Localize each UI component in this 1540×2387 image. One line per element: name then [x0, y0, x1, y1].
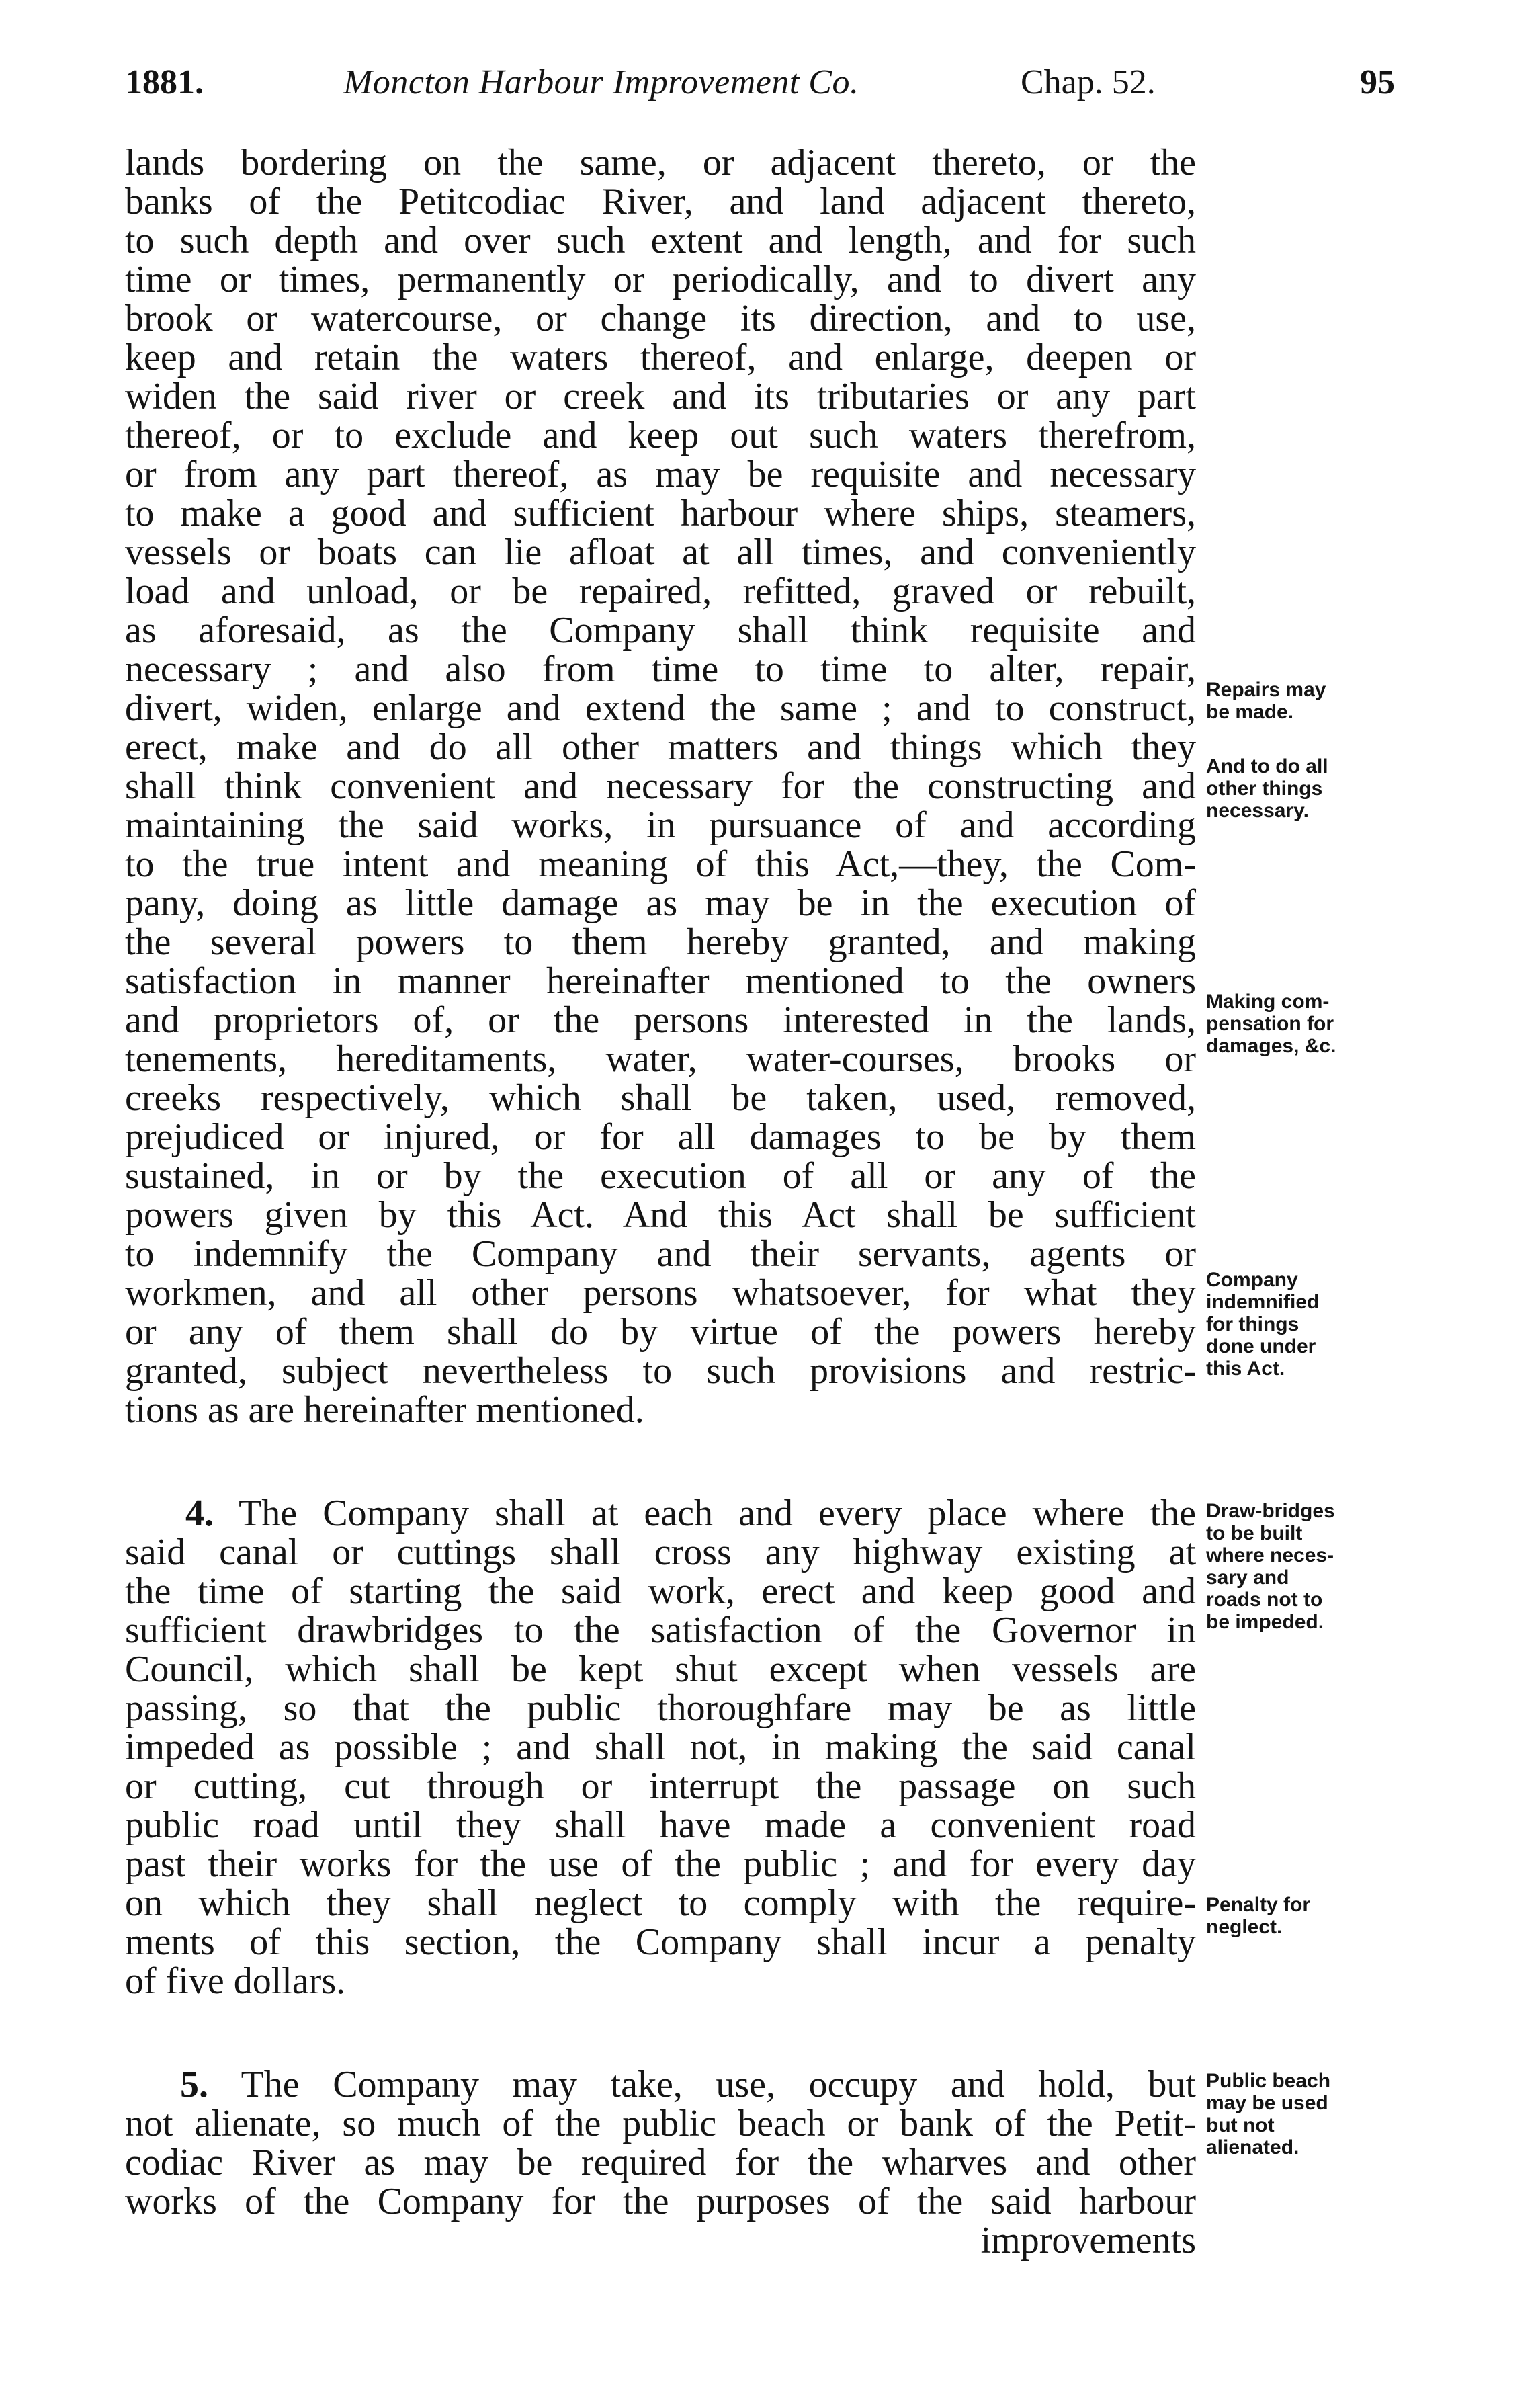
margin-note-line: And to do all — [1206, 755, 1328, 778]
text-line: public road until they shall have made a convenient road — [125, 1804, 1196, 1846]
margin-note-line: Penalty for — [1206, 1894, 1311, 1916]
text-line: prejudiced or injured, or for all damages to be by them — [125, 1116, 1196, 1158]
text-line: or from any part thereof, as may be requisite and necessary — [125, 454, 1196, 495]
margin-note-line: be made. — [1206, 701, 1294, 723]
margin-note-other-things — [1206, 755, 1421, 822]
margin-note-line: where neces- — [1206, 1544, 1334, 1566]
section-number: 4. — [185, 1493, 214, 1534]
text-line: load and unload, or be repaired, refitted, graved or rebuilt, — [125, 571, 1196, 612]
text-line: necessary ; and also from time to time to alter, repair, — [125, 648, 1196, 690]
section-first-line-text: The Company may take, use, occupy and hold, but — [241, 2064, 1196, 2105]
page-number: 95 — [1360, 63, 1395, 101]
text-line: lands bordering on the same, or adjacent thereto, or the — [125, 142, 1196, 183]
margin-note-line: roads not to — [1206, 1589, 1323, 1611]
section-first-line — [180, 2064, 1196, 2105]
margin-note-line: for things — [1206, 1313, 1299, 1335]
text-line: ments of this section, the Company shall incur a penalty — [125, 1921, 1196, 1963]
text-line: not alienate, so much of the public beach or bank of the Petit- — [125, 2103, 1196, 2144]
text-line: powers given by this Act. And this Act shall be sufficient — [125, 1194, 1196, 1236]
text-line: Council, which shall be kept shut except when vessels are — [125, 1648, 1196, 1690]
text-line: maintaining the said works, in pursuance of and according — [125, 804, 1196, 846]
text-line: the several powers to them hereby granted, and making — [125, 921, 1196, 963]
text-line: keep and retain the waters thereof, and enlarge, deepen or — [125, 337, 1196, 378]
text-line: satisfaction in manner hereinafter mentioned to the owners — [125, 960, 1196, 1002]
margin-note-repairs — [1206, 679, 1421, 723]
text-line: or cutting, cut through or interrupt the passage on such — [125, 1765, 1196, 1807]
margin-note-line: pensation for — [1206, 1013, 1334, 1035]
text-line: sufficient drawbridges to the satisfaction of the Governor in — [125, 1609, 1196, 1651]
text-line: granted, subject nevertheless to such provisions and restric- — [125, 1350, 1196, 1392]
margin-note-line: neglect. — [1206, 1916, 1283, 1938]
running-header — [125, 59, 1395, 106]
header-year: 1881. — [125, 63, 204, 101]
margin-note-line: indemnified — [1206, 1291, 1320, 1313]
text-line: widen the said river or creek and its tributaries or any part — [125, 376, 1196, 417]
text-line: brook or watercourse, or change its direction, and to use, — [125, 298, 1196, 339]
text-line: erect, make and do all other matters and things which they — [125, 726, 1196, 768]
text-line: tenements, hereditaments, water, water-courses, brooks or — [125, 1038, 1196, 1080]
margin-note-line: may be used — [1206, 2092, 1328, 2114]
text-line: divert, widen, enlarge and extend the same ; and to construct, — [125, 687, 1196, 729]
margin-note-line: be impeded. — [1206, 1611, 1324, 1633]
margin-note-line: done under — [1206, 1335, 1316, 1357]
text-line: past their works for the use of the public ; and for every day — [125, 1843, 1196, 1885]
text-line: tions as are hereinafter mentioned. — [125, 1389, 644, 1431]
text-line: vessels or boats can lie afloat at all times, and conveniently — [125, 532, 1196, 573]
text-line: works of the Company for the purposes of the said harbour — [125, 2181, 1196, 2222]
text-line: to the true intent and meaning of this Act,—they, the Com- — [125, 843, 1196, 885]
text-line: time or times, permanently or periodically, and to divert any — [125, 259, 1196, 300]
text-line: to indemnify the Company and their servants, agents or — [125, 1233, 1196, 1275]
margin-note-line: necessary. — [1206, 800, 1309, 822]
section-number: 5. — [180, 2064, 208, 2105]
margin-note-line: to be built — [1206, 1522, 1303, 1544]
margin-note-line: Draw-bridges — [1206, 1500, 1335, 1522]
margin-note-line: damages, &c. — [1206, 1035, 1336, 1057]
header-title: Moncton Harbour Improvement Co. — [343, 63, 859, 101]
text-line: shall think convenient and necessary for the constructing and — [125, 765, 1196, 807]
margin-note-compensation — [1206, 991, 1421, 1057]
text-line: the time of starting the said work, erect and keep good and — [125, 1571, 1196, 1612]
margin-note-line: Public beach — [1206, 2070, 1331, 2092]
text-line: said canal or cuttings shall cross any highway existing at — [125, 1532, 1196, 1573]
margin-note-line: sary and — [1206, 1566, 1289, 1589]
text-line: impeded as possible ; and shall not, in making the said canal — [125, 1726, 1196, 1768]
text-line: of five dollars. — [125, 1960, 346, 2002]
text-line: to such depth and over such extent and length, and for such — [125, 220, 1196, 261]
text-line: banks of the Petitcodiac River, and land adjacent thereto, — [125, 181, 1196, 222]
margin-note-drawbridges — [1206, 1500, 1421, 1633]
text-line: and proprietors of, or the persons interested in the lands, — [125, 999, 1196, 1041]
margin-note-line: this Act. — [1206, 1357, 1285, 1380]
margin-note-penalty — [1206, 1894, 1421, 1938]
section-first-line-text: The Company shall at each and every place where the — [239, 1493, 1196, 1534]
text-line: thereof, or to exclude and keep out such waters therefrom, — [125, 415, 1196, 456]
margin-note-line: but not — [1206, 2114, 1275, 2136]
text-line: codiac River as may be required for the wharves and other — [125, 2142, 1196, 2183]
text-line: on which they shall neglect to comply with the require- — [125, 1882, 1196, 1924]
text-line: passing, so that the public thoroughfare may be as little — [125, 1687, 1196, 1729]
catchword: improvements — [980, 2220, 1196, 2261]
margin-note-line: Repairs may — [1206, 679, 1326, 701]
section-first-line — [185, 1493, 1196, 1534]
margin-note-line: Company — [1206, 1269, 1298, 1291]
text-line: workmen, and all other persons whatsoever, for what they — [125, 1272, 1196, 1314]
text-line: creeks respectively, which shall be taken, used, removed, — [125, 1077, 1196, 1119]
margin-note-line: other things — [1206, 778, 1323, 800]
margin-note-line: alienated. — [1206, 2136, 1299, 2159]
text-line: as aforesaid, as the Company shall think requisite and — [125, 610, 1196, 651]
text-line: sustained, in or by the execution of all or any of the — [125, 1155, 1196, 1197]
text-line: or any of them shall do by virtue of the powers hereby — [125, 1311, 1196, 1353]
header-chapter: Chap. 52. — [1021, 63, 1156, 101]
text-line: pany, doing as little damage as may be in the execution of — [125, 882, 1196, 924]
margin-note-line: Making com- — [1206, 991, 1330, 1013]
margin-note-indemnified — [1206, 1269, 1421, 1380]
margin-note-beach — [1206, 2070, 1421, 2159]
text-line: to make a good and sufficient harbour where ships, steamers, — [125, 493, 1196, 534]
